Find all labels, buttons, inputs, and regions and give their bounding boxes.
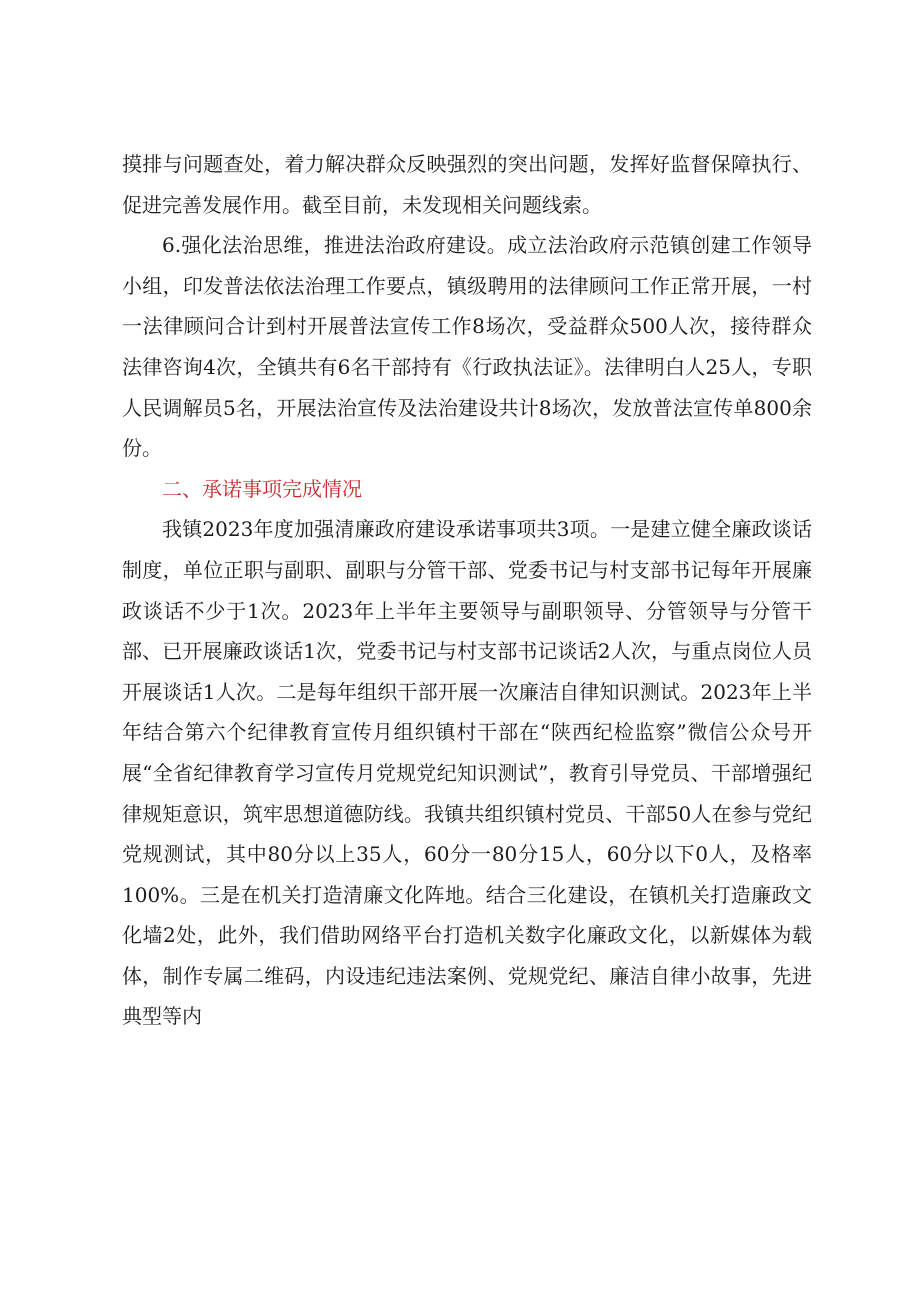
paragraph-rule-of-law: 6.强化法治思维，推进法治政府建设。成立法治政府示范镇创建工作领导小组，印发普法依法治理工作要点，镇级聘用的法律顾问工作正常开展，一村一法律顾问合计到村开展普法宣传工作8场次，受益群众500人次，接待群众法律咨询4次，全镇共有6名干部持有《行政执法证》。法律明白人25人，专职人民调解员5名，开展法治宣传及法治建设共计8场次，发放普法宣传单800余份。	[122, 233, 812, 461]
document-body	[122, 144, 812, 1037]
paragraph-continued: 摸排与问题查处，着力解决群众反映强烈的突出问题，发挥好监督保障执行、促进完善发展作用。截至目前，未发现相关问题线索。	[122, 152, 812, 217]
section-heading: 二、承诺事项完成情况	[162, 476, 362, 501]
paragraph-commitments: 我镇2023年度加强清廉政府建设承诺事项共3项。一是建立健全廉政谈话制度，单位正职与副职、副职与分管干部、党委书记与村支部书记每年开展廉政谈话不少于1次。2023年上半年主要领导与副职领导、分管领导与分管干部、已开展廉政谈话1次，党委书记与村支部书记谈话2人次，与重点岗位人员开展谈话1人次。二是每年组织干部开展一次廉洁自律知识测试。2023年上半年结合第六个纪律教育宣传月组织镇村干部在“陕西纪检监察”微信公众号开展“全省纪律教育学习宣传月党规党纪知识测试”，教育引导党员、干部增强纪律规矩意识，筑牢思想道德防线。我镇共组织镇村党员、干部50人在参与党纪党规测试，其中80分以上35人，60分一80分15人，60分以下0人，及格率100%。三是在机关打造清廉文化阵地。结合三化建设，在镇机关打造廉政文化墙2处，此外，我们借助网络平台打造机关数字化廉政文化，以新媒体为载体，制作专属二维码，内设违纪违法案例、党规党纪、廉洁自律小故事，先进典型等内	[122, 517, 812, 1029]
